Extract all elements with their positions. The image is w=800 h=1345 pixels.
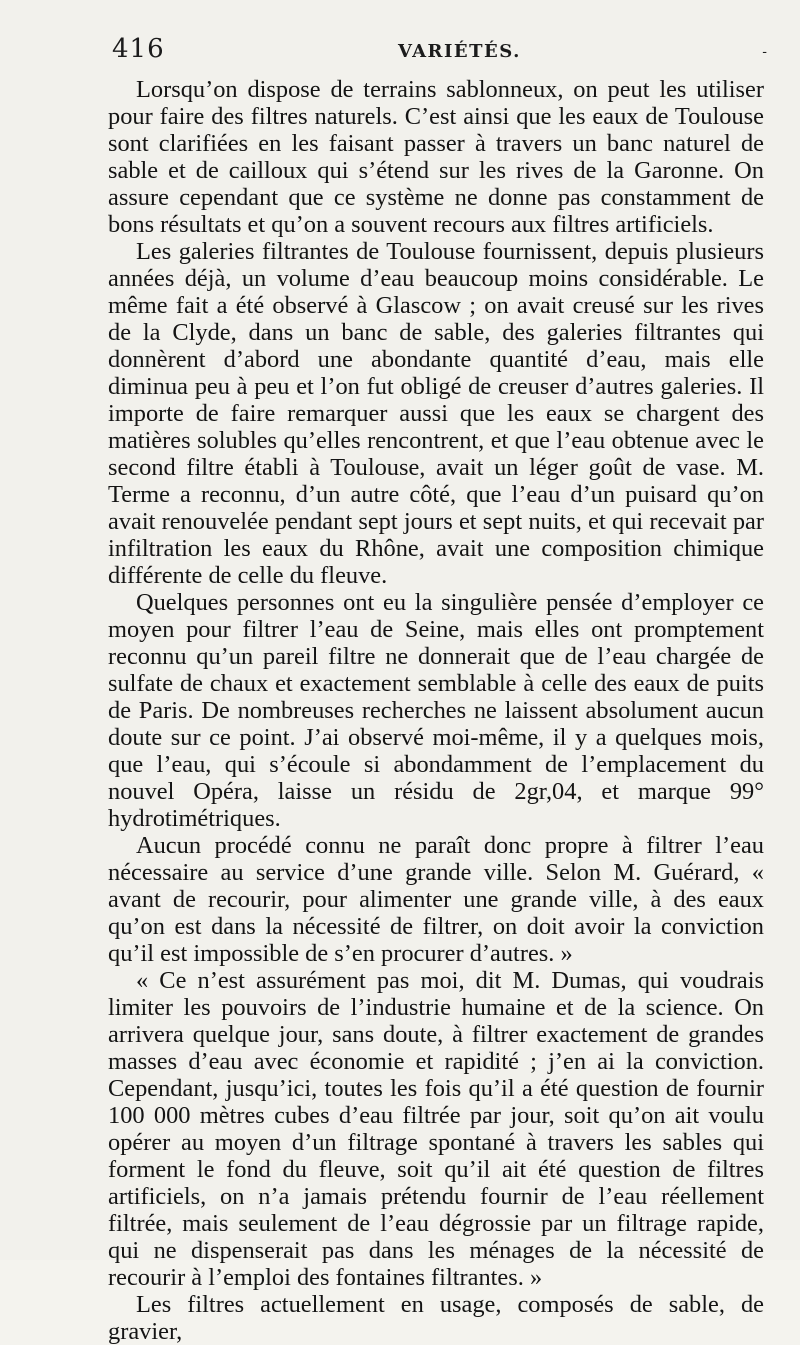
paragraph-2: Les galeries filtrantes de Toulouse fournissent, depuis plusieurs années déjà, un volume d’eau beaucoup moins considérable. Le même fait a été observé à Glascow ; on avait creusé sur les rives de la Clyde, dans un banc de sable, des galeries filtrantes qui donnèrent d’abord une abondante quantité d’eau, mais elle diminua peu à peu et l’on fut obligé de creuser d’autres galeries. Il importe de faire remarquer aussi que les eaux se chargent des matières solubles qu’elles rencontrent, et que l’eau obtenue avec le second filtre établi à Toulouse, avait un léger goût de vase. M. Terme a reconnu, d’un autre côté, que l’eau d’un puisard qu’on avait renouvelée pendant sept jours et sept nuits, et qui recevait par infiltration les eaux du Rhône, avait une composition chimique différente de celle du fleuve.	[108, 238, 764, 589]
header-mark: -	[762, 44, 767, 60]
paragraph-4: Aucun procédé connu ne paraît donc propre à filtrer l’eau nécessaire au service d’une grande ville. Selon M. Guérard, « avant de recourir, pour alimenter une grande ville, à des eaux qu’on est dans la nécessité de filtrer, on doit avoir la conviction qu’il est impossible de s’en procurer d’autres. »	[108, 832, 764, 967]
paragraph-1: Lorsqu’on dispose de terrains sablonneux, on peut les utiliser pour faire des filtres naturels. C’est ainsi que les eaux de Toulouse sont clarifiées en les faisant passer à travers un banc naturel de sable et de cailloux qui s’étend sur les rives de la Garonne. On assure cependant que ce système ne donne pas constamment de bons résultats et qu’on a souvent recours aux filtres artificiels.	[108, 76, 764, 238]
running-head: VARIÉTÉS.	[398, 41, 521, 62]
paragraph-5: « Ce n’est assurément pas moi, dit M. Dumas, qui voudrais limiter les pouvoirs de l’industrie humaine et de la science. On arrivera quelque jour, sans doute, à filtrer exactement de grandes masses d’eau avec économie et rapidité ; j’en ai la conviction. Cependant, jusqu’ici, toutes les fois qu’il a été question de fournir 100 000 mètres cubes d’eau filtrée par jour, soit qu’on ait voulu opérer au moyen d’un filtrage spontané à travers les sables qui forment le fond du fleuve, soit qu’il ait été question de filtres artificiels, on n’a jamais prétendu fournir de l’eau réellement filtrée, mais seulement de l’eau dégrossie par un filtrage rapide, qui ne dispenserait pas dans les ménages de la nécessité de recourir à l’emploi des fontaines filtrantes. »	[108, 967, 764, 1291]
page-number: 416	[112, 34, 165, 64]
paragraph-3: Quelques personnes ont eu la singulière pensée d’employer ce moyen pour filtrer l’eau de Seine, mais elles ont promptement reconnu qu’un pareil filtre ne donnerait que de l’eau chargée de sulfate de chaux et exactement semblable à celle des eaux de puits de Paris. De nombreuses recherches ne laissent absolument aucun doute sur ce point. J’ai observé moi-même, il y a quelques mois, que l’eau, qui s’écoule si abondamment de l’emplacement du nouvel Opéra, laisse un résidu de 2gr,04, et marque 99° hydrotimétriques.	[108, 589, 764, 832]
paragraph-6: Les filtres actuellement en usage, composés de sable, de gravier,	[108, 1291, 764, 1345]
body-text	[108, 76, 764, 1345]
page-header	[112, 32, 767, 68]
